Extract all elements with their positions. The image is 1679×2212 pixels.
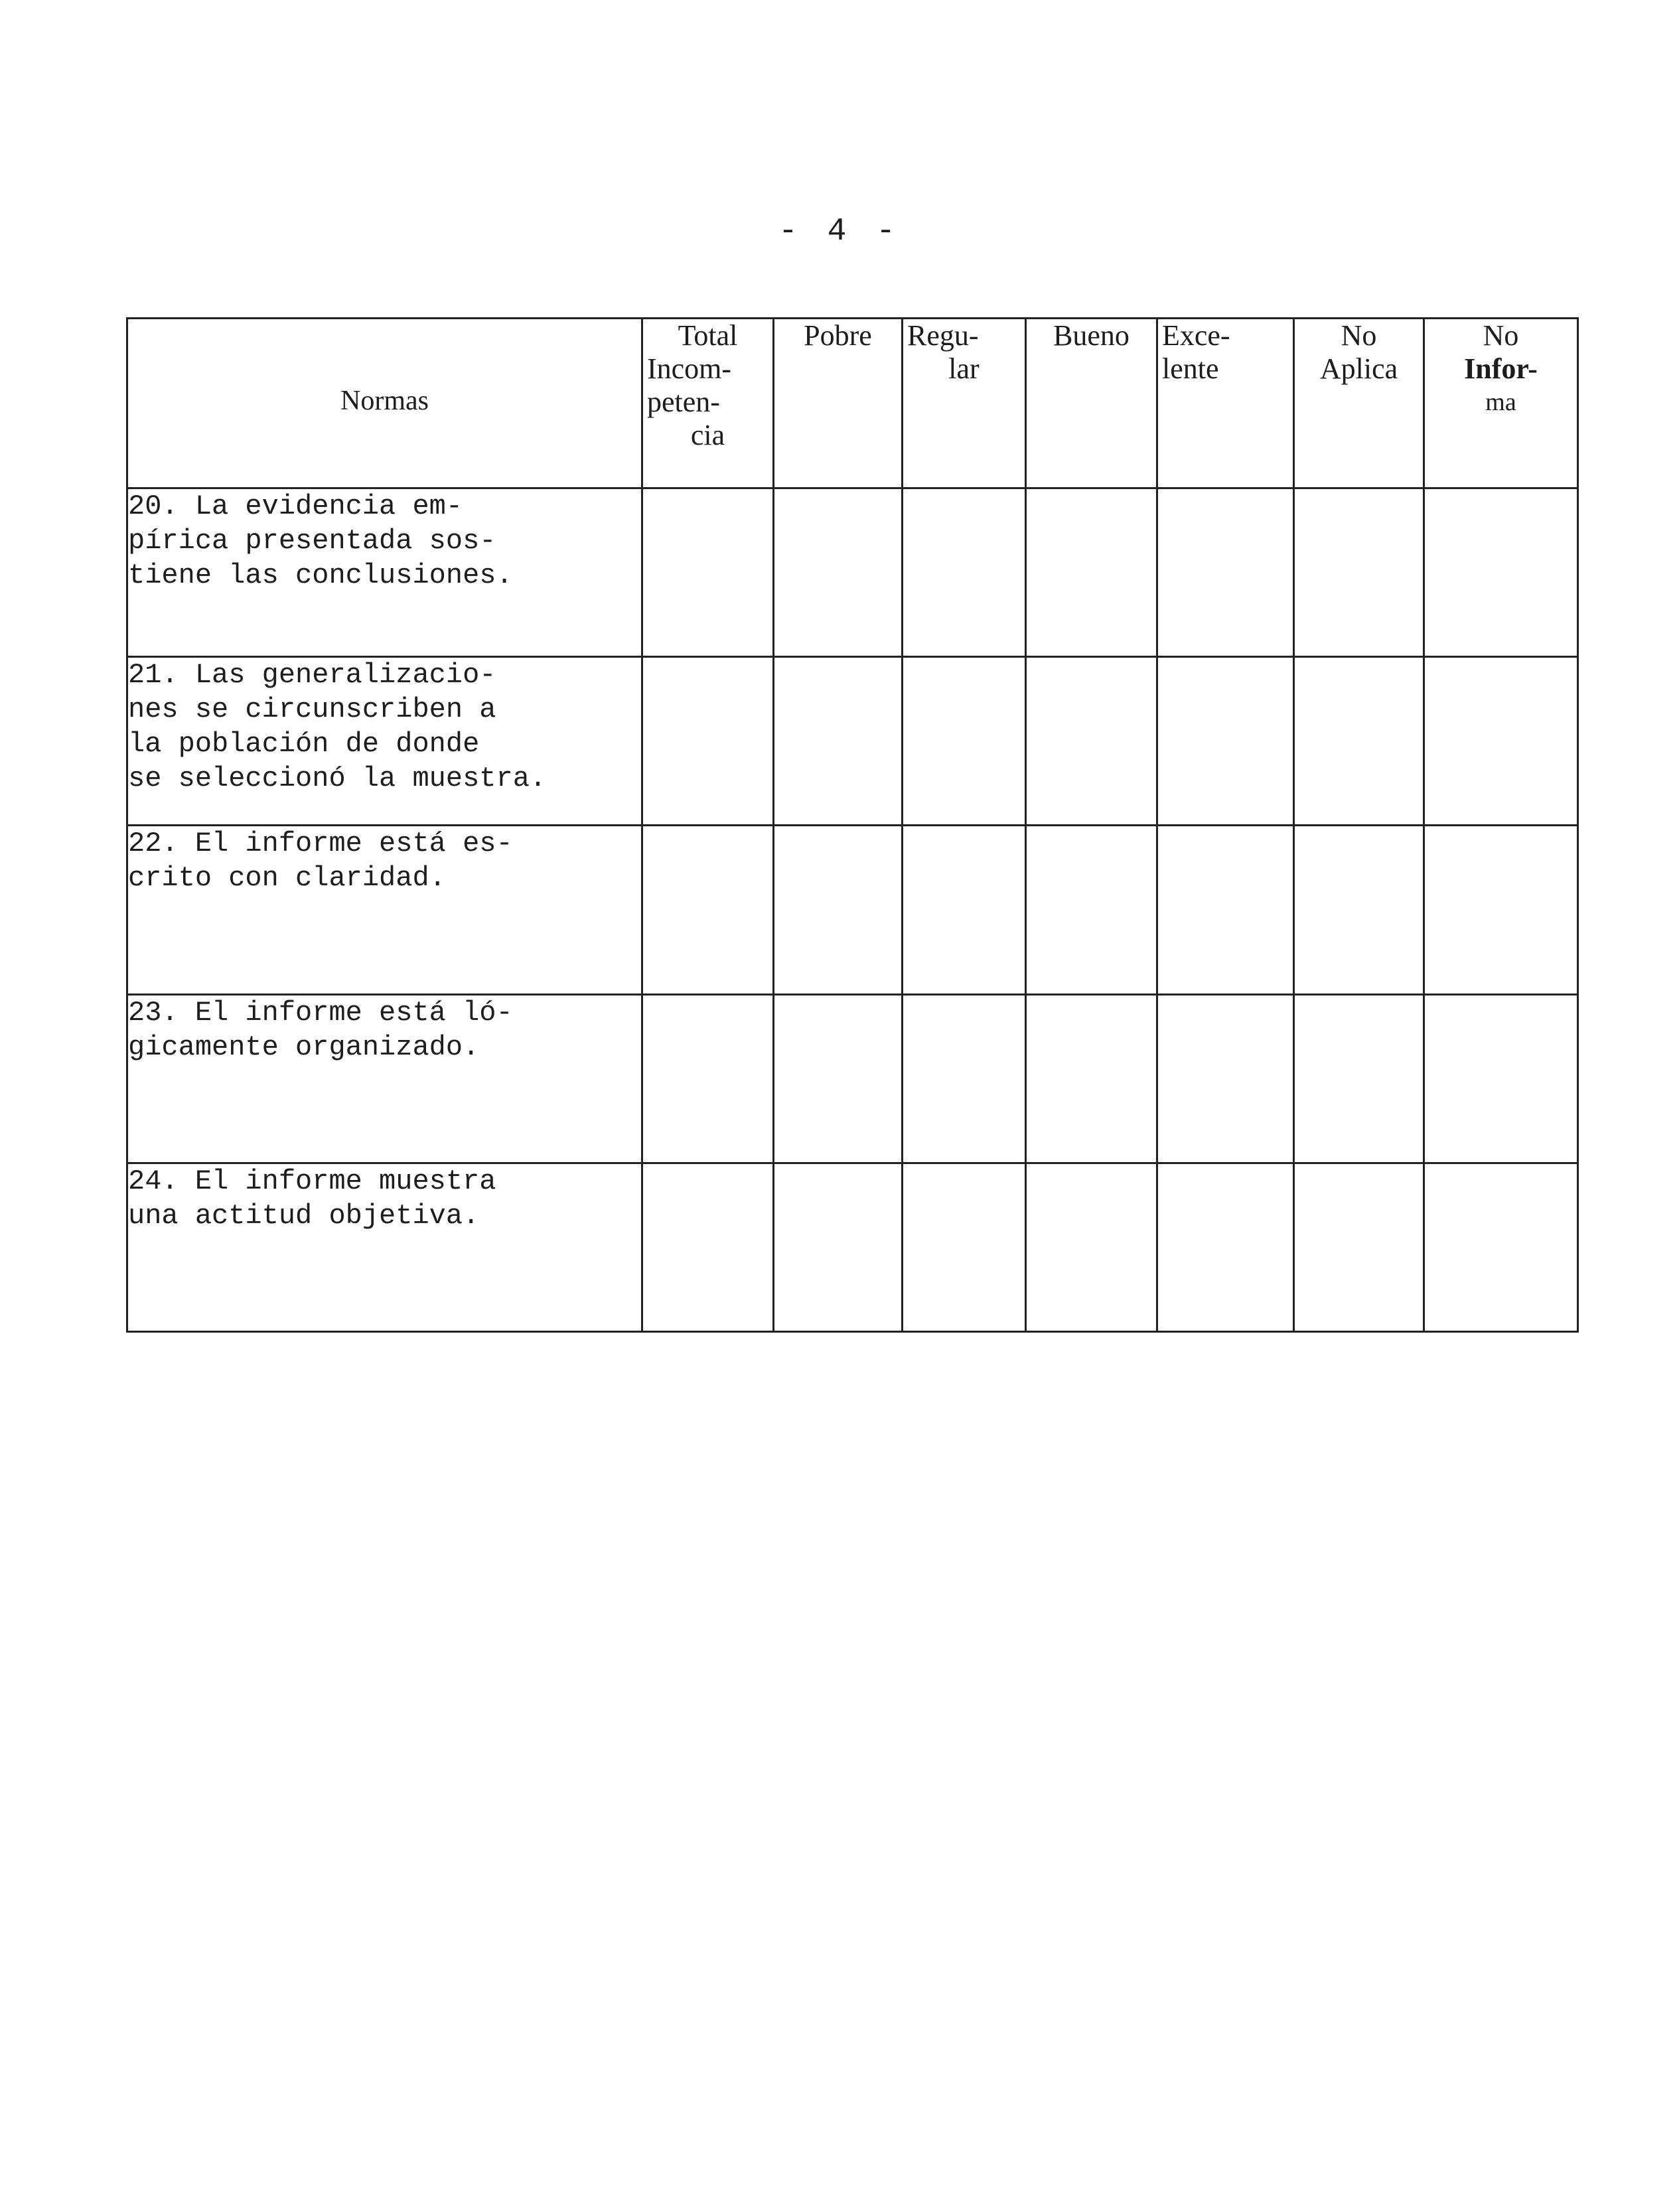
criterion-23: 23. El informe está ló- gicamente organizado. <box>127 994 642 1163</box>
table-row <box>127 657 1578 826</box>
cell-no-informa[interactable] <box>1424 657 1578 826</box>
cell-bueno[interactable] <box>1026 826 1157 994</box>
header-no-aplica: No Aplica <box>1294 319 1424 488</box>
cell-total-incompetencia[interactable] <box>642 994 774 1163</box>
cell-no-aplica[interactable] <box>1294 657 1424 826</box>
cell-total-incompetencia[interactable] <box>642 1163 774 1331</box>
page-number: - 4 - <box>778 214 901 250</box>
cell-total-incompetencia[interactable] <box>642 657 774 826</box>
cell-pobre[interactable] <box>774 994 903 1163</box>
cell-excelente[interactable] <box>1157 826 1294 994</box>
cell-regular[interactable] <box>903 1163 1026 1331</box>
cell-no-informa[interactable] <box>1424 488 1578 657</box>
header-normas: Normas <box>127 319 642 488</box>
cell-no-informa[interactable] <box>1424 994 1578 1163</box>
table-row <box>127 488 1578 657</box>
cell-pobre[interactable] <box>774 826 903 994</box>
cell-no-aplica[interactable] <box>1294 1163 1424 1331</box>
cell-no-aplica[interactable] <box>1294 826 1424 994</box>
cell-bueno[interactable] <box>1026 657 1157 826</box>
cell-excelente[interactable] <box>1157 657 1294 826</box>
cell-total-incompetencia[interactable] <box>642 488 774 657</box>
criterion-20: 20. La evidencia em- pírica presentada sos- tiene las conclusiones. <box>127 488 642 657</box>
table-row <box>127 994 1578 1163</box>
cell-regular[interactable] <box>903 994 1026 1163</box>
cell-bueno[interactable] <box>1026 488 1157 657</box>
header-pobre: Pobre <box>774 319 903 488</box>
cell-bueno[interactable] <box>1026 1163 1157 1331</box>
cell-bueno[interactable] <box>1026 994 1157 1163</box>
table-row <box>127 1163 1578 1331</box>
cell-no-informa[interactable] <box>1424 826 1578 994</box>
cell-regular[interactable] <box>903 488 1026 657</box>
header-row <box>127 319 1578 488</box>
cell-regular[interactable] <box>903 657 1026 826</box>
cell-excelente[interactable] <box>1157 488 1294 657</box>
cell-no-aplica[interactable] <box>1294 994 1424 1163</box>
table-row <box>127 826 1578 994</box>
cell-total-incompetencia[interactable] <box>642 826 774 994</box>
criterion-22: 22. El informe está es- crito con claridad. <box>127 826 642 994</box>
criterion-21: 21. Las generalizacio- nes se circunscriben a la población de donde se seleccionó la muestra. <box>127 657 642 826</box>
cell-no-informa[interactable] <box>1424 1163 1578 1331</box>
header-bueno: Bueno <box>1026 319 1157 488</box>
cell-pobre[interactable] <box>774 488 903 657</box>
cell-excelente[interactable] <box>1157 994 1294 1163</box>
header-total-incompetencia: Total Incom- peten- cia <box>642 319 774 488</box>
evaluation-table <box>126 317 1579 1333</box>
header-regular: Regu- lar <box>903 319 1026 488</box>
cell-excelente[interactable] <box>1157 1163 1294 1331</box>
cell-regular[interactable] <box>903 826 1026 994</box>
cell-no-aplica[interactable] <box>1294 488 1424 657</box>
cell-pobre[interactable] <box>774 657 903 826</box>
header-no-informa: No Infor- ma <box>1424 319 1578 488</box>
header-excelente: Exce- lente <box>1157 319 1294 488</box>
cell-pobre[interactable] <box>774 1163 903 1331</box>
criterion-24: 24. El informe muestra una actitud objetiva. <box>127 1163 642 1331</box>
